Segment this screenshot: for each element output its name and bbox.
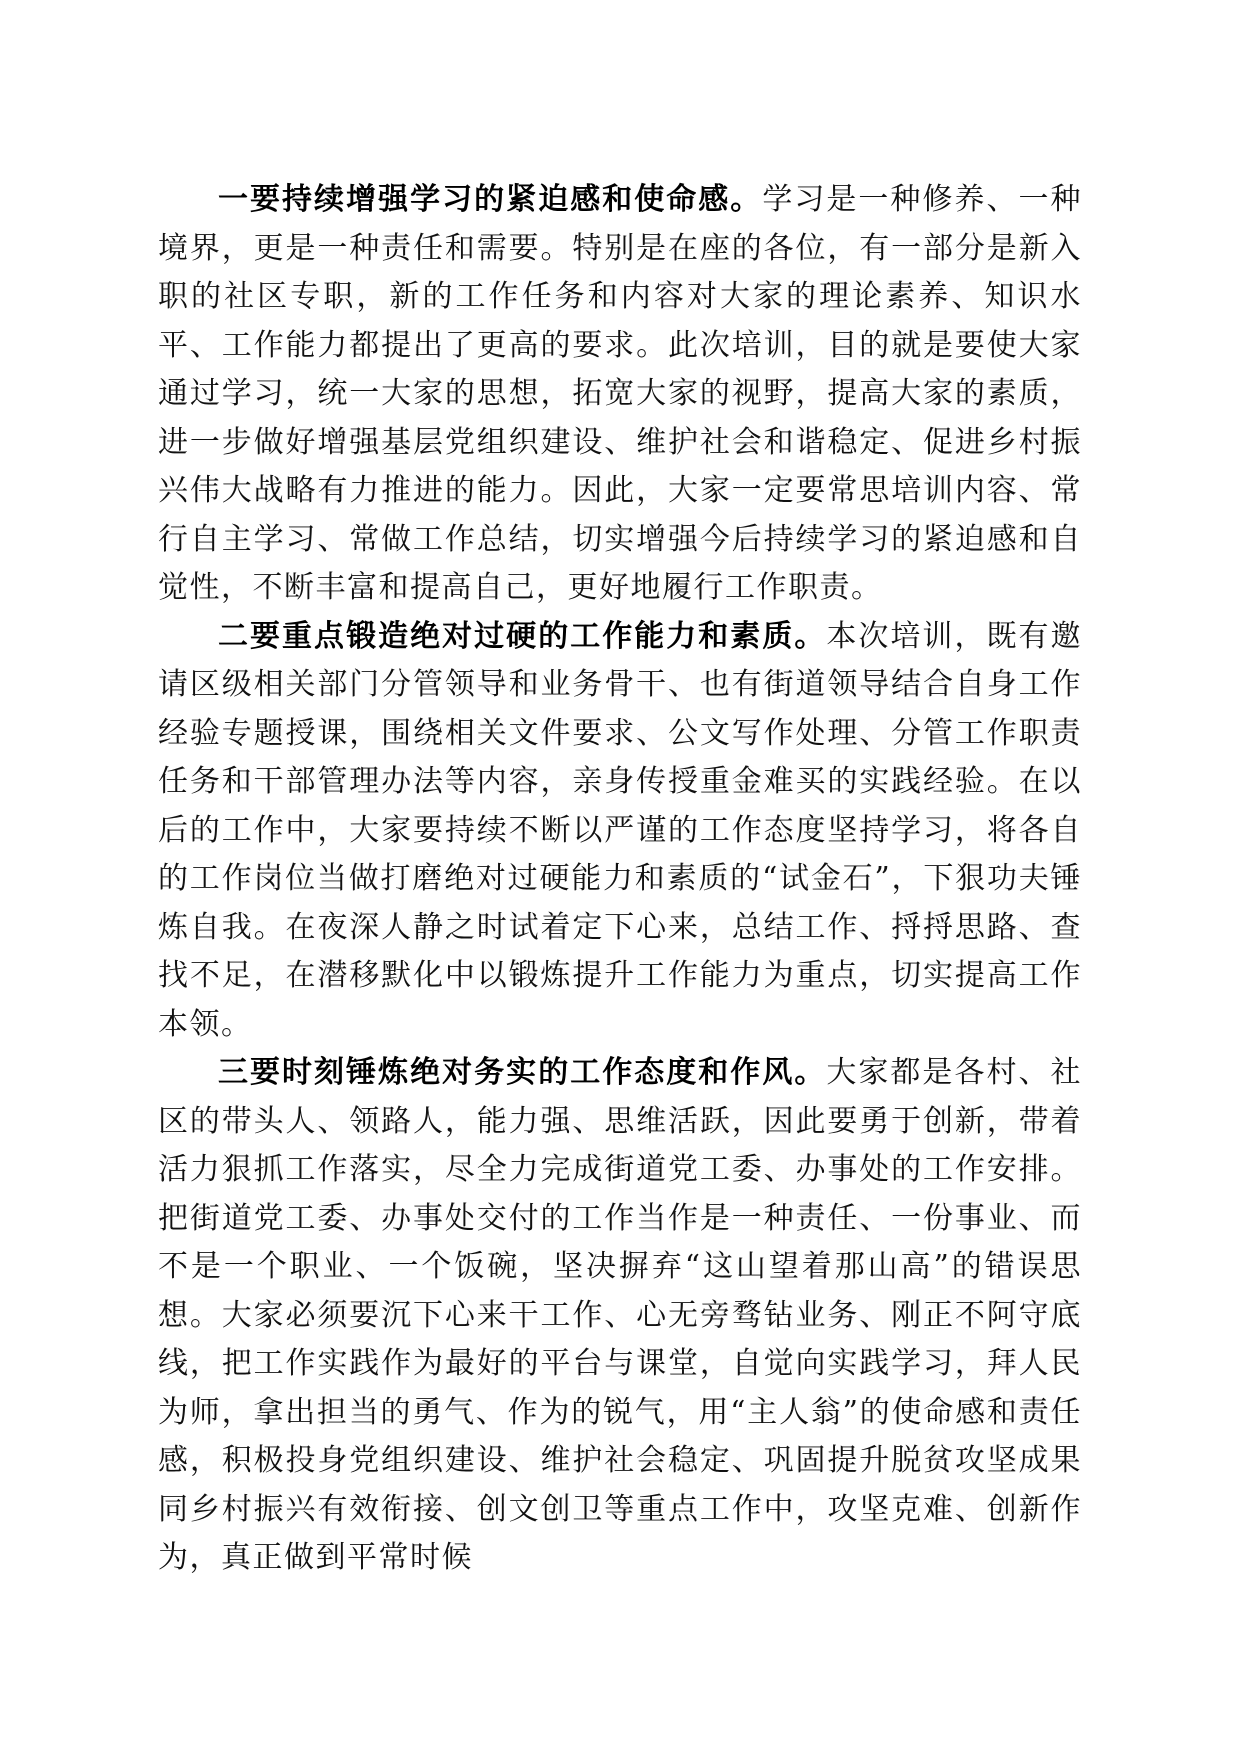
paragraph-2-text: 本次培训，既有邀请区级相关部门分管领导和业务骨干、也有街道领导结合自身工作经验专题授课，围绕相关文件要求、公文写作处理、分管工作职责任务和干部管理办法等内容，亲身传授重金难买的实践经验。在以后的工作中，大家要持续不断以严谨的工作态度坚持学习，将各自的工作岗位当做打磨绝对过硬能力和素质的“试金石”，下狠功夫锤炼自我。在夜深人静之时试着定下心来，总结工作、捋捋思路、查找不足，在潜移默化中以锻炼提升工作能力为重点，切实提高工作本领。 [158,618,1083,1042]
paragraph-3-heading: 三要时刻锤炼绝对务实的工作态度和作风。 [218,1055,827,1090]
paragraph-1-text: 学习是一种修养、一种境界，更是一种责任和需要。特别是在座的各位，有一部分是新入职的社区专职，新的工作任务和内容对大家的理论素养、知识水平、工作能力都提出了更高的要求。此次培训，目的就是要使大家通过学习，统一大家的思想，拓宽大家的视野，提高大家的素质，进一步做好增强基层党组织建设、维护社会和谐稳定、促进乡村振兴伟大战略有力推进的能力。因此，大家一定要常思培训内容、常行自主学习、常做工作总结，切实增强今后持续学习的紧迫感和自觉性，不断丰富和提高自己，更好地履行工作职责。 [158,182,1083,605]
paragraph-1-heading: 一要持续增强学习的紧迫感和使命感。 [218,182,763,217]
paragraph-1 [158,176,1082,613]
paragraph-2-heading: 二要重点锻造绝对过硬的工作能力和素质。 [218,618,827,654]
paragraph-2 [158,613,1082,1050]
paragraph-3 [158,1049,1082,1583]
paragraph-3-text: 大家都是各村、社区的带头人、领路人，能力强、思维活跃，因此要勇于创新，带着活力狠抓工作落实，尽全力完成街道党工委、办事处的工作安排。把街道党工委、办事处交付的工作当作是一种责任、一份事业、而不是一个职业、一个饭碗，坚决摒弃“这山望着那山高”的错误思想。大家必须要沉下心来干工作、心无旁骛钻业务、刚正不阿守底线，把工作实践作为最好的平台与课堂，自觉向实践学习，拜人民为师，拿出担当的勇气、作为的锐气，用“主人翁”的使命感和责任感，积极投身党组织建设、维护社会稳定、巩固提升脱贫攻坚成果同乡村振兴有效衔接、创文创卫等重点工作中，攻坚克难、创新作为，真正做到平常时候 [158,1055,1083,1575]
document-body [158,176,1082,1583]
